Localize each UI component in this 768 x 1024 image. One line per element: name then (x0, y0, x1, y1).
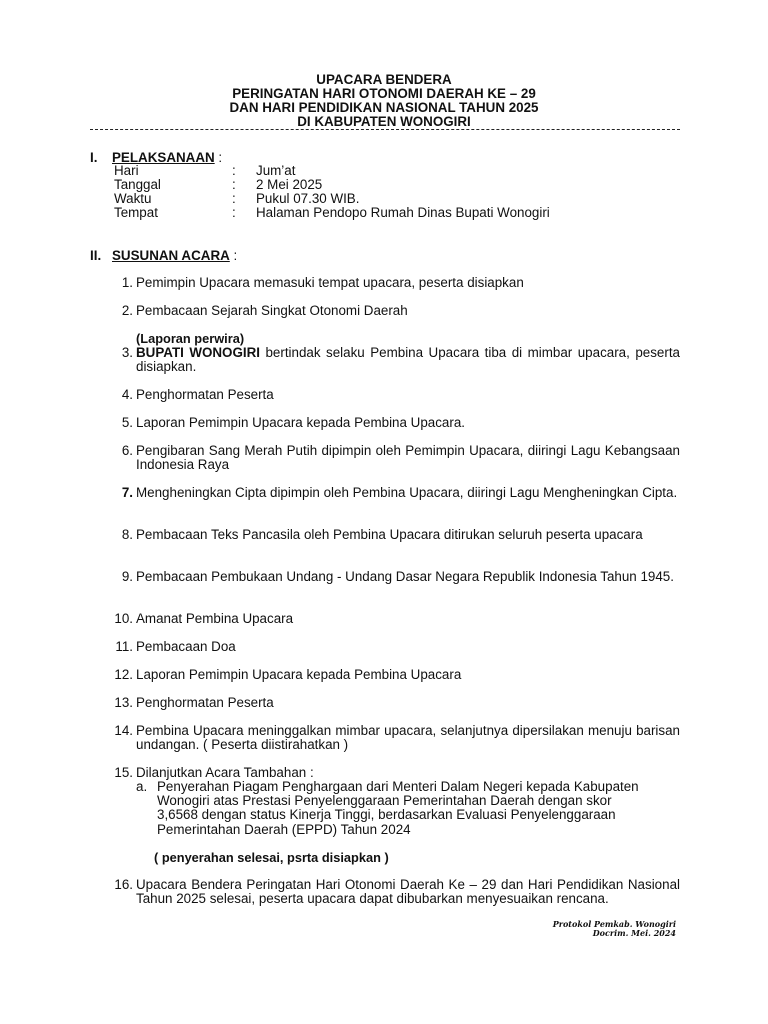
item-number: 11. (115, 639, 133, 654)
agenda-item-10 (110, 612, 680, 626)
info-value: Halaman Pendopo Rumah Dinas Bupati Wonogiri (256, 205, 550, 220)
agenda-item-11 (110, 640, 680, 654)
agenda-item-16 (110, 878, 680, 906)
item-number: 9. (121, 569, 133, 584)
doc-title-line-1: UPACARA BENDERA (316, 72, 452, 87)
doc-title-line-3: DAN HARI PENDIDIKAN NASIONAL TAHUN 2025 (229, 100, 539, 115)
item-number: 6. (121, 443, 133, 458)
section-number: I. (90, 150, 98, 165)
item-number: 5. (121, 415, 133, 430)
info-key: Hari (114, 163, 139, 178)
item-number: 1. (121, 275, 133, 290)
section-suffix: : (214, 150, 223, 165)
signature-block (500, 920, 676, 938)
subitem-letter: a. (136, 779, 148, 794)
section-pelaksanaan-heading (90, 150, 222, 165)
info-value: Jum’at (256, 163, 296, 178)
info-sep: : (232, 191, 236, 206)
note-penyerahan-selesai: ( penyerahan selesai, psrta disiapkan ) (154, 850, 389, 865)
agenda-item-2 (110, 304, 680, 318)
agenda-item-8 (110, 528, 680, 542)
doc-title-line-4: DI KABUPATEN WONOGIRI (297, 114, 471, 129)
item-number: 8. (121, 527, 133, 542)
doc-title-line-2: PERINGATAN HARI OTONOMI DAERAH KE – 29 (232, 86, 536, 101)
item-text: Pembina Upacara meninggalkan mimbar upacara, selanjutnya dipersilakan menuju barisan undangan. ( Peserta diistirahatkan ) (136, 723, 680, 753)
item-text: Penghormatan Peserta (136, 695, 274, 710)
item-text: Pemimpin Upacara memasuki tempat upacara, peserta disiapkan (136, 275, 524, 290)
info-sep: : (232, 177, 236, 192)
section-label: SUSUNAN ACARA (112, 248, 230, 263)
signature-line-2: Docrim. Mei. 2024 (592, 928, 676, 938)
item-text: Amanat Pembina Upacara (136, 611, 294, 626)
agenda-item-4 (110, 388, 680, 402)
agenda-item-12 (110, 668, 680, 682)
info-key: Tanggal (114, 177, 161, 192)
agenda-item-14 (110, 724, 680, 752)
info-key: Waktu (114, 191, 152, 206)
item-text: Pembacaan Doa (136, 639, 236, 654)
agenda-item-3 (110, 346, 680, 374)
note-laporan-perwira: (Laporan perwira) (136, 331, 245, 346)
info-row-tempat (114, 206, 550, 220)
info-sep: : (232, 205, 236, 220)
item-number: 7. (121, 485, 133, 500)
dashed-separator (90, 129, 680, 130)
item-text: Mengheningkan Cipta dipimpin oleh Pembina Upacara, diiringi Lagu Mengheningkan Cipta. (136, 485, 678, 500)
info-value: 2 Mei 2025 (256, 177, 323, 192)
agenda-subitem-15a (136, 780, 676, 837)
item-text: Pembacaan Sejarah Singkat Otonomi Daerah (136, 303, 408, 318)
item-text: Pembacaan Pembukaan Undang - Undang Dasar Negara Republik Indonesia Tahun 1945. (136, 569, 674, 584)
section-label: PELAKSANAAN (112, 150, 215, 165)
section-suffix: : (229, 248, 238, 263)
item-text: Laporan Pemimpin Upacara kepada Pembina Upacara (136, 667, 462, 682)
item-text: Pembacaan Teks Pancasila oleh Pembina Upacara ditirukan seluruh peserta upacara (136, 527, 643, 542)
agenda-item-7 (110, 486, 680, 500)
item-text: bertindak selaku Pembina Upacara tiba di mimbar upacara, peserta disiapkan. (136, 345, 680, 375)
agenda-item-5 (110, 416, 680, 430)
item-number: 15. (114, 765, 133, 780)
item-number: 2. (121, 303, 133, 318)
agenda-item-9 (110, 570, 680, 584)
section-susunan-acara-heading (90, 248, 237, 263)
info-value: Pukul 07.30 WIB. (256, 191, 360, 206)
agenda-item-6 (110, 444, 680, 472)
item-text: Laporan Pemimpin Upacara kepada Pembina Upacara. (136, 415, 466, 430)
item-text: Upacara Bendera Peringatan Hari Otonomi Daerah Ke – 29 dan Hari Pendidikan Nasional Tahun 2025 selesai, peserta upacara dapat dibubarkan menyesuaikan rencana. (136, 877, 680, 907)
item-text: Pengibaran Sang Merah Putih dipimpin oleh Pemimpin Upacara, diiringi Lagu Kebangsaan Indonesia Raya (136, 443, 680, 473)
item-number: 10. (114, 611, 133, 626)
item-number: 14. (114, 723, 133, 738)
item-number: 12. (114, 667, 133, 682)
agenda-item-13 (110, 696, 680, 710)
item-number: 4. (121, 387, 133, 402)
item-bold-text: BUPATI WONOGIRI (136, 345, 260, 360)
signature-line-1: Protokol Pemkab. Wonogiri (552, 919, 676, 929)
item-text: Penghormatan Peserta (136, 387, 274, 402)
item-number: 16. (114, 877, 133, 892)
section-number: II. (90, 248, 102, 263)
agenda-item-1 (110, 276, 680, 290)
info-sep: : (232, 163, 236, 178)
item-number: 3. (121, 345, 133, 360)
item-number: 13. (114, 695, 133, 710)
info-key: Tempat (114, 205, 158, 220)
item-text: Dilanjutkan Acara Tambahan : (136, 765, 314, 780)
subitem-text: Penyerahan Piagam Penghargaan dari Menteri Dalam Negeri kepada Kabupaten Wonogiri atas Prestasi Penyelenggaraan Pemerintahan Daerah dengan skor 3,6568 dengan status Kinerja Tinggi, berdasarkan Evaluasi Penyelenggaraan Pemerintahan Daerah (EPPD) Tahun 2024 (157, 779, 639, 837)
